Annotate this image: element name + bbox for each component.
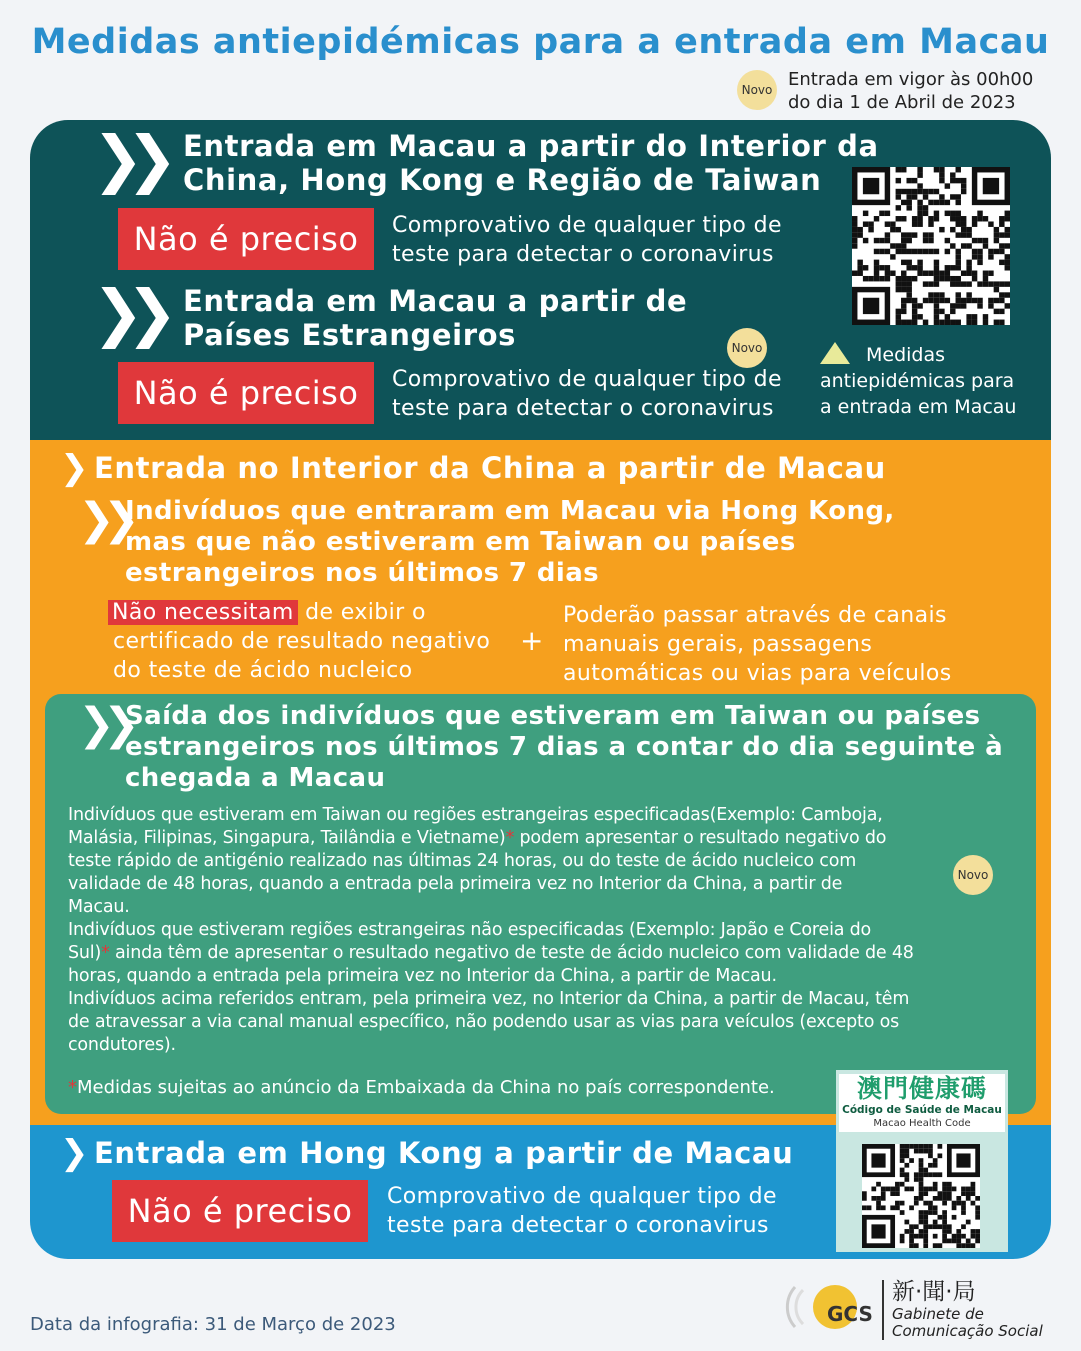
section-description: Comprovativo de qualquer tipo de teste para detectar o coronavirus (392, 213, 782, 267)
effective-date (788, 68, 1033, 114)
plus-sign: + (520, 624, 544, 657)
divider (882, 1280, 884, 1340)
subsection-heading: Saída dos indivíduos que estiveram em Taiwan ou países estrangeiros nos últimos 7 dias a contar do dia seguinte à chegada a Macau (125, 701, 1004, 793)
exit-rules-text: Indivíduos que estiveram em Taiwan ou regiões estrangeiras especificadas(Exemplo: Camboja, Malásia, Filipinas, Singapura, Tailândia e Vietname)* podem apresentar o resultado negativo do teste rápido de antigénio realizado nas últimas 24 horas, ou do teste de ácido nucleico com validade de 48 horas, quando a entrada pela primeira vez no Interior da China, a partir de Macau. Indivíduos que estiveram regiões estrangeiras não especificadas (Exemplo: Japão e Coreia do Sul)* ainda têm de apresentar o resultado negativo de teste de ácido nucleico com validade de 48 horas, quando a entrada pela primeira vez no Interior da China, a partir de Macau. Indivíduos acima referidos entram, pela primeira vez, no Interior da China, a partir de Macau, têm de atravessar a via canal manual específico, não podendo usar as vias para veículos (excepto os condutores). (68, 805, 914, 1055)
section-description: Comprovativo de qualquer tipo de teste para detectar o coronavirus (392, 367, 782, 421)
novo-badge: Novo (953, 855, 993, 895)
status-badge: Não é preciso (112, 1180, 368, 1242)
double-chevron-icon: ❯❯ (92, 122, 160, 195)
channel-text: Poderão passar através de canais manuais gerais, passagens automáticas ou vias para veículos (563, 603, 952, 686)
status-badge: Não é preciso (118, 362, 374, 424)
novo-badge: Novo (737, 70, 777, 110)
chevron-icon: ❯ (60, 1133, 77, 1173)
section-heading: Entrada em Macau a partir de Países Estrangeiros (183, 284, 688, 352)
double-chevron-icon: ❯❯ (92, 276, 160, 349)
status-badge: Não é preciso (118, 208, 374, 270)
health-qr-code[interactable] (862, 1144, 980, 1248)
section-description: Comprovativo de qualquer tipo de teste para detectar o coronavirus (387, 1184, 777, 1238)
novo-badge: Novo (727, 328, 767, 368)
section-heading: Entrada no Interior da China a partir de Macau (94, 451, 886, 485)
qr-caption: Medidas antiepidémicas para a entrada em Macau (820, 344, 1017, 418)
health-code-header: 澳門健康碼 Código de Saúde de Macau Macao Health Code (839, 1074, 1005, 1132)
page-title: Medidas antiepidémicas para a entrada em Macau (31, 22, 1050, 62)
effective-line: Entrada em vigor às 00h00 (788, 69, 1034, 90)
infographic-date: Data da infografia: 31 de Março de 2023 (30, 1314, 396, 1335)
section-heading: Entrada em Hong Kong a partir de Macau (94, 1136, 794, 1170)
qr-code[interactable] (852, 167, 1010, 325)
double-chevron-icon: ❯❯ (78, 699, 128, 750)
requirement-text: Não necessitam de exibir o certificado de resultado negativo do teste de ácido nucleico (108, 598, 490, 685)
highlight-label: Não necessitam (108, 600, 298, 625)
double-chevron-icon: ❯❯ (78, 494, 128, 545)
health-code-card (836, 1070, 1008, 1252)
gcs-logo: GCS (785, 1272, 875, 1342)
subsection-heading: Indivíduos que entraram em Macau via Hong Kong, mas que não estiveram em Taiwan ou países estrangeiros nos últimos 7 dias (125, 496, 895, 588)
chevron-icon: ❯ (60, 448, 77, 488)
footnote: *Medidas sujeitas ao anúncio da Embaixada da China no país correspondente. (68, 1077, 775, 1098)
section-heading: Entrada em Macau a partir do Interior da China, Hong Kong e Região de Taiwan (183, 129, 879, 197)
org-name: 新·聞·局 Gabinete de Comunicação Social (892, 1279, 1043, 1340)
effective-line: do dia 1 de Abril de 2023 (788, 92, 1016, 113)
